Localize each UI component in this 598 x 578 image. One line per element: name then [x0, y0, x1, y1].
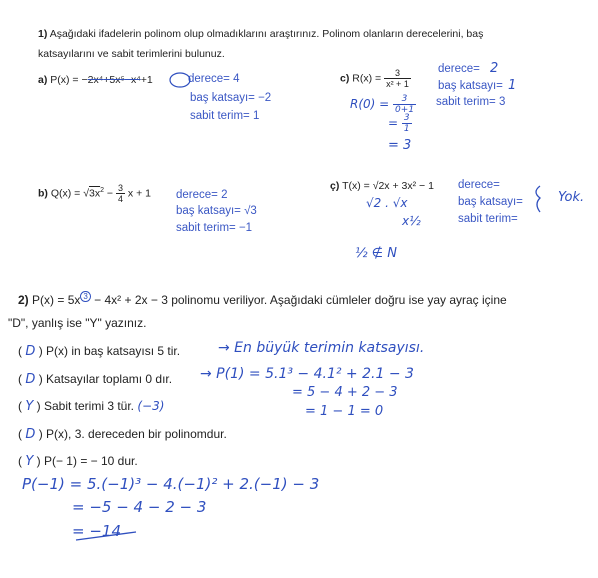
q1b-minus: −	[106, 187, 114, 200]
q1c-label: c)	[340, 72, 350, 85]
q1cc-expr: T(x) = √2x + 3x² − 1	[342, 180, 434, 192]
q1cc-sabit-terim: sabit terim=	[458, 213, 518, 225]
q1cc-work1: √2 . √x	[366, 196, 408, 210]
q2-number: 2)	[18, 293, 29, 307]
q1c-derece-value: 2	[490, 61, 499, 76]
q2-item-text: Katsayılar toplamı 0 dır.	[46, 372, 173, 386]
underline-mark	[76, 532, 136, 540]
q1a-term2: +5x⁵	[103, 74, 125, 86]
q1b-prefix: Q(x) = √	[50, 187, 89, 200]
q2-work-line2: = 5 − 4 + 2 − 3	[292, 385, 398, 400]
q2-item-mark: D	[25, 372, 36, 387]
q2-item-mark: Y	[25, 454, 34, 469]
q1b-bas-katsayi: baş katsayı= √3	[176, 205, 257, 217]
q1c-step1: = $\frac{3}{1}$	[388, 113, 410, 134]
q1cc-derece: derece=	[458, 179, 500, 191]
q2-item-mark: Y	[25, 399, 34, 414]
q1b-derece: derece= 2	[176, 189, 228, 201]
q1b-radicand: 3x	[88, 187, 101, 200]
q1a-sabit-terim: sabit terim= 1	[190, 110, 260, 122]
q1a-bas-katsayi: baş katsayı= −2	[190, 92, 272, 104]
q1c-bas-label: baş katsayı=	[438, 80, 503, 92]
brace-mark	[536, 186, 540, 212]
q2-item-note: → P(1) = 5.1³ − 4.1² + 2.1 − 3	[200, 366, 414, 382]
circle-mark	[170, 73, 190, 87]
q1-number: 1)	[38, 28, 48, 40]
q1c-bas-value: 1	[508, 78, 517, 93]
q2-item: ( Y ) P(− 1) = − 10 dur.	[18, 454, 138, 469]
q1cc-work2: x½	[402, 214, 421, 228]
q1a-derece: derece= 4	[188, 73, 240, 85]
q1c-work-lhs: R(0) =	[350, 97, 390, 111]
q1a-term3: −x⁴	[124, 74, 141, 86]
q1a-label: a)	[38, 74, 48, 86]
q1c-step2: = 3	[388, 138, 412, 153]
q2-item-mark: D	[25, 344, 36, 359]
q2-item-mark: D	[25, 427, 36, 442]
q1b-sabit-terim: sabit terim= −1	[176, 222, 253, 234]
q2-item: ( Y ) Sabit terimi 3 tür. (−3)	[18, 399, 165, 414]
q1cc-bas-katsayi: baş katsayı=	[458, 196, 523, 208]
q2-item: ( D ) Katsayılar toplamı 0 dır.	[18, 372, 173, 387]
q1c-sabit-terim: sabit terim= 3	[436, 96, 506, 108]
q1b-fraction: $\frac{3}{4}$	[117, 183, 123, 204]
q2-bottom-work3: = −14	[72, 522, 121, 540]
q2-item-text: P(x) in baş katsayısı 5 tir.	[46, 344, 181, 358]
q2-item-text: Sabit terimi 3 tür.	[43, 399, 135, 413]
q2-item-text: P(x), 3. dereceden bir polinomdur.	[46, 427, 227, 441]
q2-work-line3: = 1 − 1 = 0	[305, 404, 384, 419]
q2-text-pre: P(x) = 5x	[32, 293, 81, 307]
q2-item: ( D ) P(x), 3. dereceden bir polinomdur.	[18, 427, 227, 442]
q2-text-line2: "D", yanlış ise "Y" yazınız.	[8, 316, 147, 330]
q1cc-label: ç)	[330, 180, 340, 192]
q1b-suffix: x + 1	[127, 187, 151, 200]
q1cc-note: Yok.	[558, 190, 585, 205]
q1a-term4: +1	[140, 74, 153, 86]
q1-text-line2: katsayılarını ve sabit terimlerini bulunuz.	[38, 48, 225, 60]
q2-bottom-work1: P(−1) = 5.(−1)³ − 4.(−1)² + 2.(−1) − 3	[22, 475, 320, 493]
q1c-derece-label: derece=	[438, 63, 480, 75]
q1a-prefix: P(x) = −	[50, 74, 88, 86]
q1-text: Aşağıdaki ifadelerin polinom olup olmadıklarını araştırınız. Polinom olanların derecelerini, baş	[49, 28, 484, 40]
q1c-fraction: $\frac{3}{\text{x² + 1}}$	[386, 68, 409, 89]
q1b-label: b)	[38, 187, 48, 200]
q1c-work-frac: $\frac{3}{0+1}$	[395, 94, 415, 115]
q2-bottom-work2: = −5 − 4 − 2 − 3	[72, 498, 207, 516]
q1cc-bottom: ½ ∉ N	[355, 246, 397, 261]
q2-item-text: P(− 1) = − 10 dur.	[43, 454, 138, 468]
q1b-exponent: 2	[100, 186, 104, 194]
q1c-prefix: R(x) =	[352, 72, 382, 85]
q2-circled-exponent: 3	[80, 291, 90, 302]
q2-item: ( D ) P(x) in baş katsayısı 5 tir.	[18, 344, 181, 359]
q2-item-note: (−3)	[137, 399, 165, 413]
q2-text-post: − 4x² + 2x − 3 polinomu veriliyor. Aşağıdaki cümleler doğru ise yay ayraç içine	[90, 293, 507, 307]
q1a-term1: 2x⁴	[87, 74, 104, 86]
q2-item-note: → En büyük terimin katsayısı.	[218, 340, 425, 356]
